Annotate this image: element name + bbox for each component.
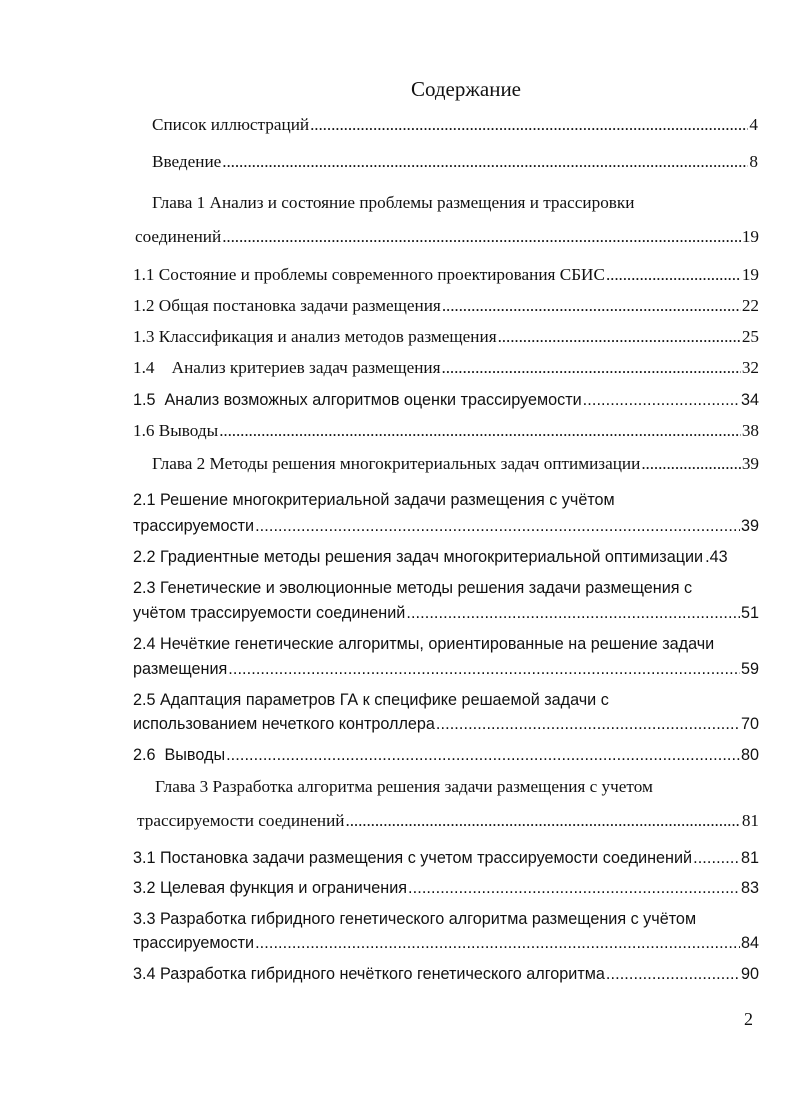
- toc-entry-label: 2.2 Градиентные методы решения задач многокритериальной оптимизации: [133, 548, 704, 566]
- toc-entry-first-line: 2.4 Нечёткие генетические алгоритмы, ориентированные на решение задачи: [133, 635, 715, 653]
- toc-leader-dots: [310, 114, 748, 136]
- toc-entry-label: соединений: [135, 227, 222, 246]
- toc-entry[interactable]: [133, 877, 759, 899]
- toc-entry[interactable]: [133, 744, 759, 766]
- toc-entry-first-line: 2.5 Адаптация параметров ГА к специфике решаемой задачи с: [133, 691, 609, 709]
- toc-entry-page: 51: [740, 604, 759, 622]
- toc-entry[interactable]: [133, 295, 759, 317]
- toc-entry-page: 39: [740, 517, 759, 535]
- toc-entry-first-line: 2.3 Генетические и эволюционные методы решения задачи размещения с: [133, 579, 693, 597]
- toc-entry-page: 84: [740, 934, 759, 952]
- toc-heading: Содержание: [410, 77, 522, 101]
- toc-entry-label: трассируемости: [133, 517, 255, 535]
- toc-entry-first-line: 2.1 Решение многокритериальной задачи размещения с учётом: [133, 491, 615, 509]
- toc-entry[interactable]: [133, 932, 759, 954]
- toc-entry-label: размещения: [133, 660, 228, 678]
- toc-entry[interactable]: [152, 151, 758, 173]
- toc-leader-dots: [693, 847, 740, 869]
- toc-entry-label: 1.2 Общая постановка задачи размещения: [133, 296, 441, 315]
- toc-entry-label: 1.4 Анализ критериев задач размещения: [133, 358, 441, 377]
- toc-entry-page: .43: [705, 548, 728, 566]
- toc-entry-label: 1.6 Выводы: [133, 421, 219, 440]
- toc-entry-label: учётом трассируемости соединений: [133, 604, 406, 622]
- toc-entry-page: 8: [749, 152, 758, 171]
- toc-entry-label: трассируемости соединений: [137, 811, 345, 830]
- toc-leader-dots: [228, 658, 740, 680]
- toc-entry-label: 1.5 Анализ возможных алгоритмов оценки трассируемости: [133, 391, 582, 409]
- toc-entry[interactable]: [133, 515, 759, 537]
- toc-entry-page: 80: [740, 746, 759, 764]
- toc-entry-page: 38: [741, 421, 759, 440]
- toc-entry[interactable]: [133, 847, 759, 869]
- toc-leader-dots: [606, 264, 741, 286]
- toc-entry-label: Глава 2 Методы решения многокритериальных задач оптимизации: [152, 454, 641, 473]
- toc-entry-page: 34: [740, 391, 759, 409]
- toc-entry-page: 4: [749, 115, 758, 134]
- toc-entry[interactable]: [133, 713, 759, 735]
- toc-entry[interactable]: [135, 226, 759, 248]
- toc-entry-label: 1.3 Классификация и анализ методов размещения: [133, 327, 497, 346]
- toc-entry-label: трассируемости: [133, 934, 255, 952]
- toc-entry-label: Список иллюстраций: [152, 115, 310, 134]
- toc-entry-label: использованием нечеткого контроллера: [133, 715, 435, 733]
- toc-leader-dots: [255, 932, 740, 954]
- toc-entry-page: 81: [740, 849, 759, 867]
- toc-leader-dots: [442, 295, 741, 317]
- toc-entry[interactable]: [133, 389, 759, 411]
- toc-entry-page: 83: [740, 879, 759, 897]
- toc-leader-dots: [641, 453, 740, 475]
- toc-entry[interactable]: [133, 546, 759, 568]
- toc-entry-page: 39: [741, 454, 759, 473]
- toc-entry-page: 59: [740, 660, 759, 678]
- toc-entry-label: 1.1 Состояние и проблемы современного проектирования СБИС: [133, 265, 605, 284]
- toc-entry[interactable]: [133, 420, 759, 442]
- toc-entry-page: 81: [741, 811, 759, 830]
- toc-entry[interactable]: [133, 963, 759, 985]
- page-number: 2: [744, 1009, 753, 1029]
- toc-entry-first-line: 3.3 Разработка гибридного генетического алгоритма размещения с учётом: [133, 910, 697, 928]
- toc-entry[interactable]: [137, 810, 759, 832]
- toc-leader-dots: [226, 744, 740, 766]
- toc-leader-dots: [219, 420, 741, 442]
- toc-leader-dots: [346, 810, 741, 832]
- toc-entry[interactable]: [133, 326, 759, 348]
- toc-entry[interactable]: [133, 357, 759, 379]
- toc-entry[interactable]: [133, 602, 759, 624]
- toc-entry-page: 32: [741, 358, 759, 377]
- toc-leader-dots: [606, 963, 740, 985]
- toc-entry[interactable]: [152, 453, 759, 475]
- toc-entry-label: 2.6 Выводы: [133, 746, 226, 764]
- toc-entry-page: 25: [741, 327, 759, 346]
- toc-entry-page: 22: [741, 296, 759, 315]
- toc-leader-dots: [436, 713, 740, 735]
- toc-chapter-line: Глава 1 Анализ и состояние проблемы размещения и трассировки: [152, 193, 635, 212]
- toc-leader-dots: [406, 602, 740, 624]
- toc-entry-page: 70: [740, 715, 759, 733]
- toc-entry-label: 3.2 Целевая функция и ограничения: [133, 879, 408, 897]
- toc-entry-page: 19: [741, 265, 759, 284]
- toc-entry[interactable]: [152, 114, 758, 136]
- toc-leader-dots: [222, 151, 748, 173]
- toc-leader-dots: [222, 226, 741, 248]
- toc-entry-label: 3.1 Постановка задачи размещения с учетом трассируемости соединений: [133, 849, 693, 867]
- toc-leader-dots: [255, 515, 740, 537]
- toc-leader-dots: [408, 877, 740, 899]
- toc-entry-page: 19: [741, 227, 759, 246]
- toc-entry[interactable]: [133, 264, 759, 286]
- toc-entry-label: Введение: [152, 152, 222, 171]
- toc-leader-dots: [442, 357, 741, 379]
- toc-leader-dots: [583, 389, 740, 411]
- toc-entry-label: 3.4 Разработка гибридного нечёткого генетического алгоритма: [133, 965, 605, 983]
- toc-entry[interactable]: [133, 658, 759, 680]
- toc-leader-dots: [498, 326, 741, 348]
- toc-chapter-line: Глава 3 Разработка алгоритма решения задачи размещения с учетом: [155, 777, 653, 796]
- toc-entry-page: 90: [740, 965, 759, 983]
